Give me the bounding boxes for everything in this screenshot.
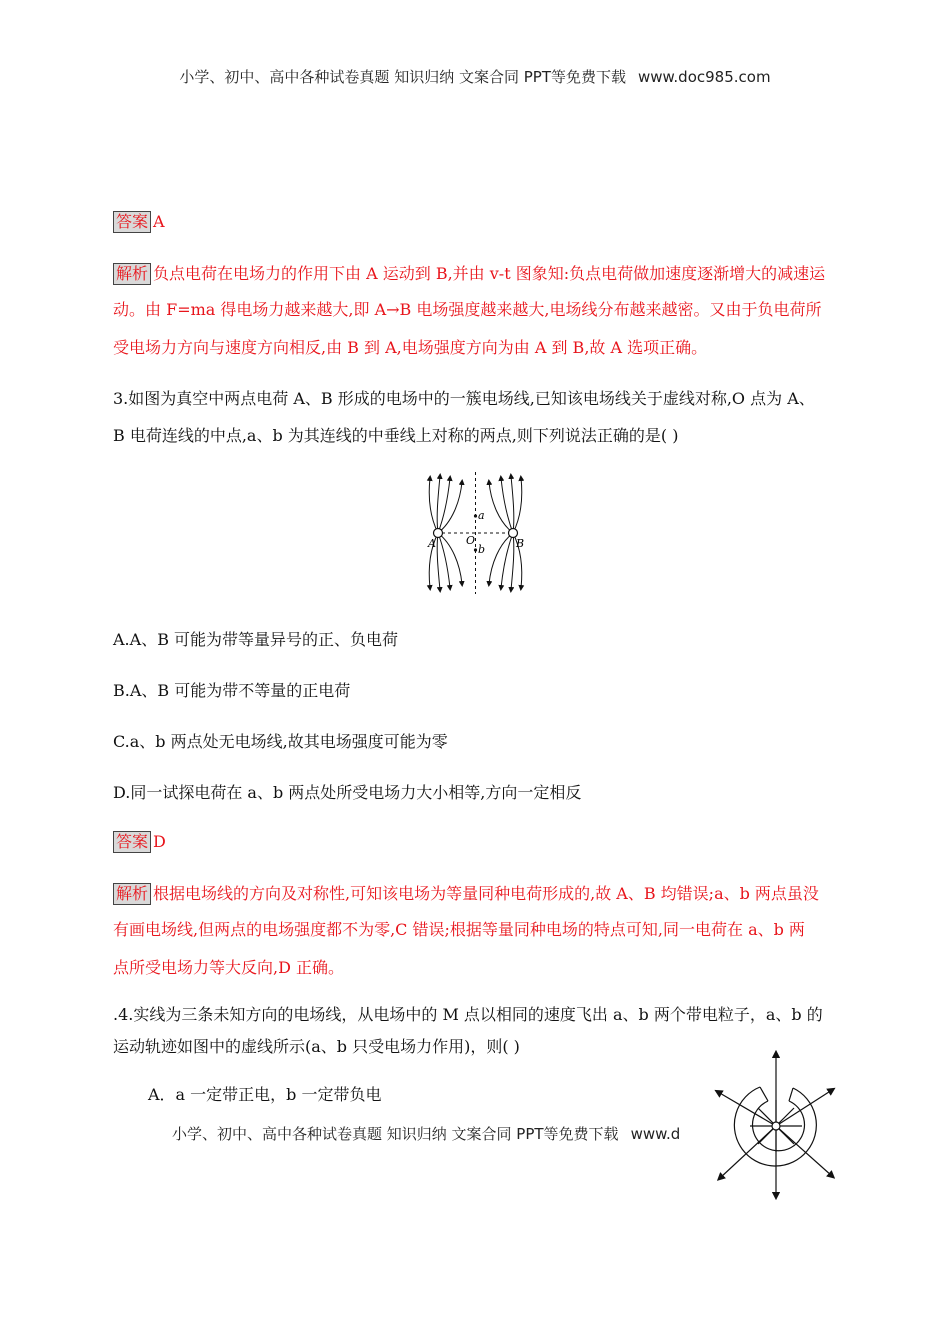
q3-option-b: B.A、B 可能为带不等量的正电荷	[113, 681, 351, 700]
q3-stem-line-1: 3.如图为真空中两点电荷 A、B 形成的电场中的一簇电场线,已知该电场线关于虚线对称,O 点为 A、	[113, 389, 815, 408]
q3-option-a: A.A、B 可能为带等量异号的正、负电荷	[113, 630, 399, 649]
field-line-diagram	[420, 472, 535, 594]
q3-analysis-line-3: 点所受电场力等大反向,D 正确。	[113, 958, 345, 977]
analysis-tag: 解析	[113, 263, 151, 285]
q2-analysis-line-1	[113, 263, 825, 285]
label-a: a	[478, 509, 485, 522]
trajectory-diagram	[700, 1050, 850, 1200]
analysis-text: 根据电场线的方向及对称性,可知该电场为等量同种电荷形成的,故 A、B 均错误;a、b 两点虽没	[153, 884, 819, 903]
q4-field-figure	[700, 1050, 850, 1200]
answer-tag: 答案	[113, 831, 151, 853]
label-charge-a: A	[428, 537, 436, 550]
q3-option-c: C.a、b 两点处无电场线,故其电场强度可能为零	[113, 732, 448, 751]
footer-url: www.d	[630, 1125, 681, 1143]
q3-field-line-figure	[420, 472, 535, 594]
q3-stem-line-2: B 电荷连线的中点,a、b 为其连线的中垂线上对称的两点,则下列说法正确的是( )	[113, 426, 679, 445]
q3-analysis-line-1	[113, 883, 819, 905]
q2-answer	[113, 211, 165, 233]
page-header	[0, 66, 950, 87]
q2-analysis-line-2: 动。由 F=ma 得电场力越来越大,即 A→B 电场强度越来越大,电场线分布越来越密。又由于负电荷所	[113, 300, 822, 319]
q4-option-a: A．a 一定带正电，b 一定带负电	[148, 1085, 382, 1104]
q3-option-d: D.同一试探电荷在 a、b 两点处所受电场力大小相等,方向一定相反	[113, 783, 582, 802]
label-o: O	[466, 534, 476, 547]
footer-text: 小学、初中、高中各种试卷真题 知识归纳 文案合同 PPT等免费下载	[172, 1125, 619, 1143]
analysis-text: 负点电荷在电场力的作用下由 A 运动到 B,并由 v-t 图象知:负点电荷做加速度逐渐增大的减速运	[153, 264, 826, 283]
q2-analysis-line-3: 受电场力方向与速度方向相反,由 B 到 A,电场强度方向为由 A 到 B,故 A 选项正确。	[113, 338, 708, 357]
header-text: 小学、初中、高中各种试卷真题 知识归纳 文案合同 PPT等免费下载	[179, 68, 626, 86]
answer-tag: 答案	[113, 211, 151, 233]
label-charge-b: B	[516, 537, 525, 550]
q4-stem-line-2: 运动轨迹如图中的虚线所示(a、b 只受电场力作用)，则( )	[113, 1037, 520, 1056]
page-footer	[172, 1123, 680, 1144]
answer-value: D	[153, 832, 166, 851]
q3-analysis-line-2: 有画电场线,但两点的电场强度都不为零,C 错误;根据等量同种电场的特点可知,同一电荷在 a、b 两	[113, 920, 805, 939]
q4-stem-line-1: .4.实线为三条未知方向的电场线，从电场中的 M 点以相同的速度飞出 a、b 两个带电粒子，a、b 的	[113, 1005, 823, 1024]
answer-value: A	[153, 212, 165, 231]
q3-answer	[113, 831, 166, 853]
center-point	[772, 1122, 780, 1130]
label-b: b	[478, 543, 486, 556]
analysis-tag: 解析	[113, 883, 151, 905]
header-url: www.doc985.com	[637, 68, 771, 86]
